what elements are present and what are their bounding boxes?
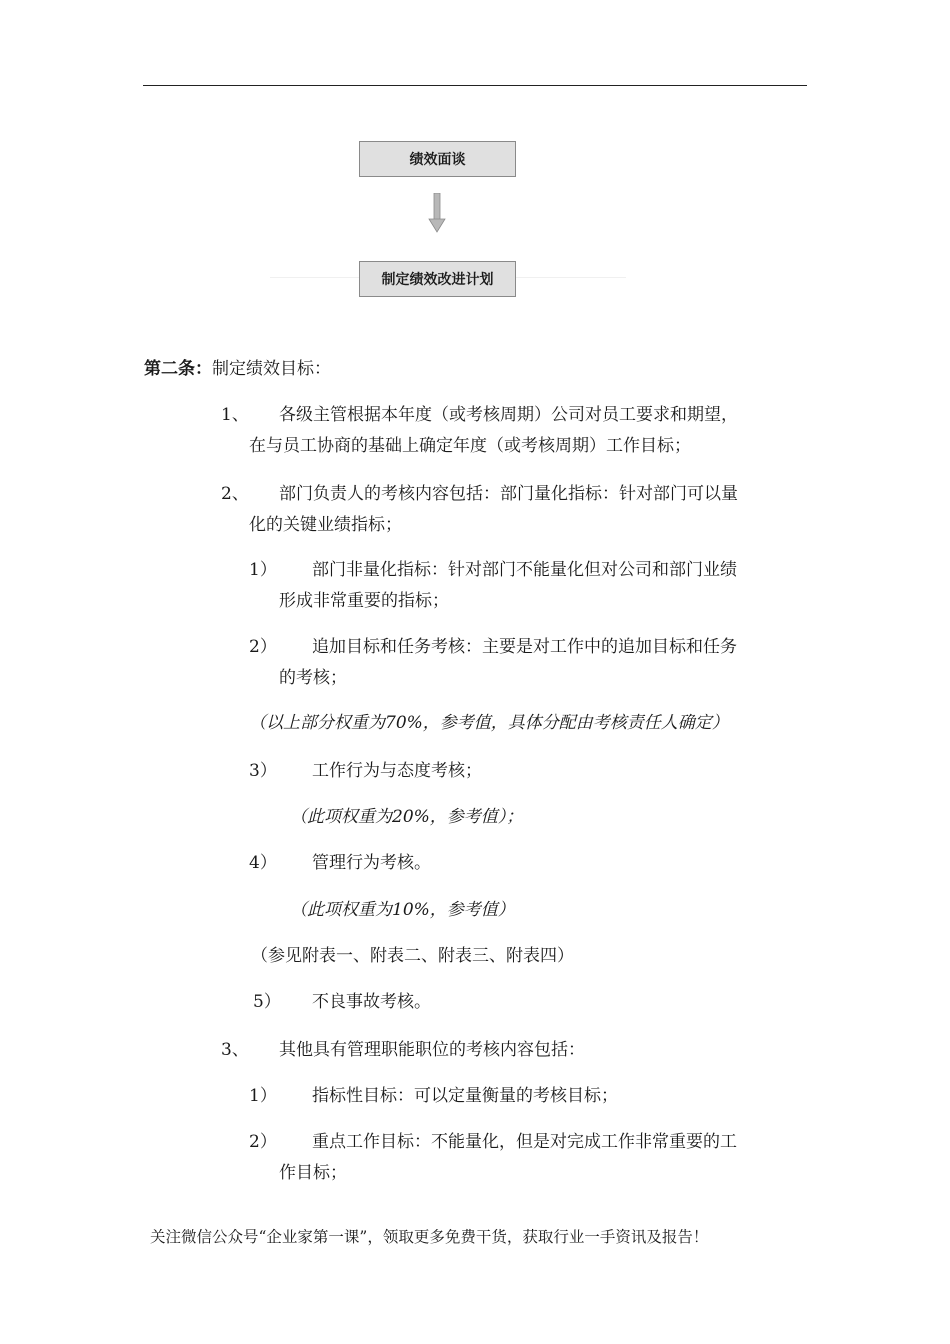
weight-note: （此项权重为10%，参考值） xyxy=(290,900,515,920)
sub-item-number: 5） xyxy=(253,992,281,1012)
article-heading-label: 第二条： xyxy=(144,359,212,379)
item-text: 在与员工协商的基础上确定年度（或考核周期）工作目标； xyxy=(249,436,691,456)
sub-item-number: 2） xyxy=(249,1132,277,1152)
item-text: 其他具有管理职能职位的考核内容包括： xyxy=(279,1040,585,1060)
article-heading-text: 制定绩效目标： xyxy=(212,359,331,379)
sub-item-text: 管理行为考核。 xyxy=(312,853,431,873)
item-text: 各级主管根据本年度（或考核周期）公司对员工要求和期望， xyxy=(279,405,738,425)
sub-item-text: 的考核； xyxy=(279,668,347,688)
sub-item-text: 重点工作目标：不能量化，但是对完成工作非常重要的工 xyxy=(312,1132,737,1152)
sub-item-text: 工作行为与态度考核； xyxy=(312,761,482,781)
sub-item-number: 1） xyxy=(249,1086,277,1106)
footer-promo-text: 关注微信公众号“企业家第一课”，领取更多免费干货，获取行业一手资讯及报告！ xyxy=(150,1228,709,1246)
sub-item-text: 指标性目标：可以定量衡量的考核目标； xyxy=(312,1086,618,1106)
weight-note: （以上部分权重为70%，参考值，具体分配由考核责任人确定） xyxy=(249,713,729,733)
flow-box-performance-interview xyxy=(359,141,516,177)
item-text: 化的关键业绩指标； xyxy=(249,515,402,535)
item-text: 部门负责人的考核内容包括：部门量化指标：针对部门可以量 xyxy=(279,484,738,504)
item-number: 3、 xyxy=(221,1040,249,1060)
article-heading xyxy=(144,358,331,380)
weight-note: （此项权重为20%，参考值）； xyxy=(290,807,524,827)
sub-item-number: 2） xyxy=(249,637,277,657)
sub-item-text: 作目标； xyxy=(279,1163,347,1183)
header-rule xyxy=(143,85,807,86)
sub-item-number: 3） xyxy=(249,761,277,781)
sub-item-text: 形成非常重要的指标； xyxy=(279,591,449,611)
flow-box-improvement-plan xyxy=(359,261,516,297)
flow-box-label: 制定绩效改进计划 xyxy=(381,272,494,288)
item-number: 1、 xyxy=(221,405,249,425)
sub-item-text: 部门非量化指标：针对部门不能量化但对公司和部门业绩 xyxy=(312,560,737,580)
arrow-down-icon xyxy=(428,193,446,233)
sub-item-number: 1） xyxy=(249,560,277,580)
sub-item-number: 4） xyxy=(249,853,277,873)
reference-note: （参见附表一、附表二、附表三、附表四） xyxy=(251,946,574,966)
flow-box-label: 绩效面谈 xyxy=(409,152,466,168)
item-number: 2、 xyxy=(221,484,249,504)
sub-item-text: 不良事故考核。 xyxy=(312,992,431,1012)
sub-item-text: 追加目标和任务考核：主要是对工作中的追加目标和任务 xyxy=(312,637,737,657)
